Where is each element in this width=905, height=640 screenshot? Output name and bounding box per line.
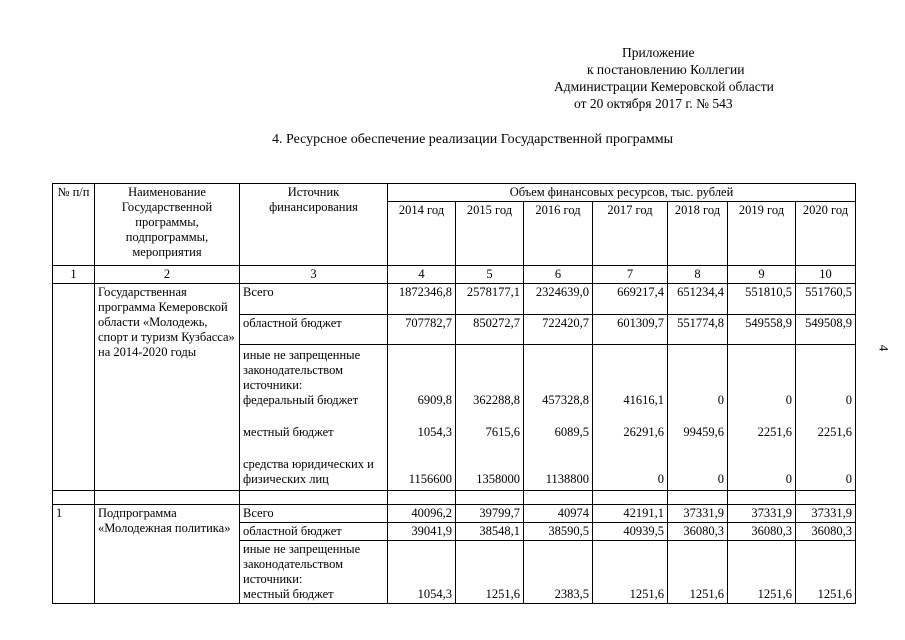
value-cell (524, 541, 593, 604)
value-local: 1251,6 (689, 587, 724, 601)
value-cell (668, 345, 728, 491)
value-local: 2383,5 (554, 587, 589, 601)
header-num: № п/п (53, 184, 95, 266)
source-cell: областной бюджет (240, 315, 388, 345)
value-cell: 40974 (524, 505, 593, 523)
source-item: местный бюджет (243, 587, 334, 601)
value-local: 2251,6 (817, 425, 852, 439)
subprogram-name: Подпрограмма «Молодежная политика» (95, 505, 240, 604)
column-number: 9 (728, 266, 796, 284)
value-cell: 38548,1 (456, 523, 524, 541)
value-cell: 551810,5 (728, 284, 796, 315)
section-title: 4. Ресурсное обеспечение реализации Государственной программы (271, 132, 674, 147)
value-cell: 37331,9 (796, 505, 856, 523)
appendix-block (540, 44, 810, 112)
value-cell: 722420,7 (524, 315, 593, 345)
source-cell: областной бюджет (240, 523, 388, 541)
value-cell (524, 345, 593, 491)
column-number: 2 (95, 266, 240, 284)
value-federal: 457328,8 (542, 393, 589, 407)
value-cell: 601309,7 (593, 315, 668, 345)
column-number: 4 (388, 266, 456, 284)
table-row (53, 284, 856, 315)
value-cell: 549508,9 (796, 315, 856, 345)
source-intro: иные не запрещенные законодательством источники: (243, 348, 361, 392)
appendix-line: к постановлению Коллегии (587, 62, 745, 77)
source-item: средства юридических и физических лиц (243, 457, 374, 486)
value-local: 1054,3 (417, 425, 452, 439)
value-legal: 0 (717, 472, 724, 486)
source-intro: иные не запрещенные законодательством источники: (243, 542, 361, 586)
column-number-row (53, 266, 856, 284)
value-cell (796, 541, 856, 604)
column-number: 8 (668, 266, 728, 284)
column-number: 5 (456, 266, 524, 284)
source-cell (240, 345, 388, 491)
value-federal: 0 (717, 393, 724, 407)
spacer-row (53, 491, 856, 505)
column-number: 3 (240, 266, 388, 284)
header-year: 2018 год (668, 202, 728, 266)
value-cell (593, 541, 668, 604)
row-num: 1 (53, 505, 95, 604)
value-cell: 669217,4 (593, 284, 668, 315)
value-cell (456, 541, 524, 604)
source-item: федеральный бюджет (243, 393, 359, 407)
value-local: 1251,6 (485, 587, 520, 601)
value-cell: 651234,4 (668, 284, 728, 315)
value-cell: 40096,2 (388, 505, 456, 523)
value-legal: 1156600 (408, 472, 452, 486)
source-cell: Всего (240, 505, 388, 523)
header-source: Источник финансирования (240, 184, 388, 266)
appendix-line: от 20 октября 2017 г. № 543 (574, 96, 733, 111)
value-local: 1251,6 (817, 587, 852, 601)
value-cell: 36080,3 (668, 523, 728, 541)
column-number: 6 (524, 266, 593, 284)
source-cell (240, 541, 388, 604)
value-local: 1251,6 (757, 587, 792, 601)
header-volume: Объем финансовых ресурсов, тыс. рублей (388, 184, 856, 202)
value-cell (388, 541, 456, 604)
value-cell: 2324639,0 (524, 284, 593, 315)
value-legal: 0 (785, 472, 792, 486)
value-cell (593, 345, 668, 491)
value-legal: 1358000 (476, 472, 520, 486)
appendix-line: Администрации Кемеровской области (554, 79, 774, 94)
value-cell: 2578177,1 (456, 284, 524, 315)
value-federal: 6909,8 (417, 393, 452, 407)
header-year: 2019 год (728, 202, 796, 266)
value-federal: 41616,1 (623, 393, 664, 407)
value-cell (728, 345, 796, 491)
row-num (53, 284, 95, 491)
value-cell: 40939,5 (593, 523, 668, 541)
value-federal: 0 (785, 393, 792, 407)
value-cell: 850272,7 (456, 315, 524, 345)
value-cell: 36080,3 (728, 523, 796, 541)
value-local: 99459,6 (683, 425, 724, 439)
column-number: 7 (593, 266, 668, 284)
value-cell: 36080,3 (796, 523, 856, 541)
value-cell (796, 345, 856, 491)
column-number: 10 (796, 266, 856, 284)
value-cell: 39041,9 (388, 523, 456, 541)
header-year: 2015 год (456, 202, 524, 266)
page-number: 4 (876, 344, 892, 352)
value-cell: 1872346,8 (388, 284, 456, 315)
appendix-line: Приложение (622, 45, 695, 60)
value-cell: 38590,5 (524, 523, 593, 541)
value-cell (388, 345, 456, 491)
table-row (53, 505, 856, 523)
header-year: 2020 год (796, 202, 856, 266)
value-cell: 37331,9 (668, 505, 728, 523)
value-local: 7615,6 (485, 425, 520, 439)
header-year: 2016 год (524, 202, 593, 266)
value-legal: 1138800 (545, 472, 589, 486)
value-local: 1054,3 (417, 587, 452, 601)
value-legal: 0 (845, 472, 852, 486)
source-item: местный бюджет (243, 425, 334, 439)
column-number: 1 (53, 266, 95, 284)
value-local: 2251,6 (757, 425, 792, 439)
value-cell: 39799,7 (456, 505, 524, 523)
header-name: Наименование Государственной программы, подпрограммы, мероприятия (95, 184, 240, 266)
value-cell: 551760,5 (796, 284, 856, 315)
value-federal: 0 (845, 393, 852, 407)
resource-table (52, 183, 856, 604)
value-cell: 37331,9 (728, 505, 796, 523)
value-local: 6089,5 (554, 425, 589, 439)
value-cell: 549558,9 (728, 315, 796, 345)
value-federal: 362288,8 (473, 393, 520, 407)
value-cell: 42191,1 (593, 505, 668, 523)
value-local: 1251,6 (629, 587, 664, 601)
value-local: 26291,6 (623, 425, 664, 439)
value-cell (728, 541, 796, 604)
program-name: Государственная программа Кемеровской области «Молодежь, спорт и туризм Кузбасса» на 2014-2020 годы (95, 284, 240, 491)
value-cell: 551774,8 (668, 315, 728, 345)
value-cell: 707782,7 (388, 315, 456, 345)
header-year: 2017 год (593, 202, 668, 266)
header-year: 2014 год (388, 202, 456, 266)
value-cell (456, 345, 524, 491)
value-legal: 0 (657, 472, 664, 486)
value-cell (668, 541, 728, 604)
source-cell: Всего (240, 284, 388, 315)
